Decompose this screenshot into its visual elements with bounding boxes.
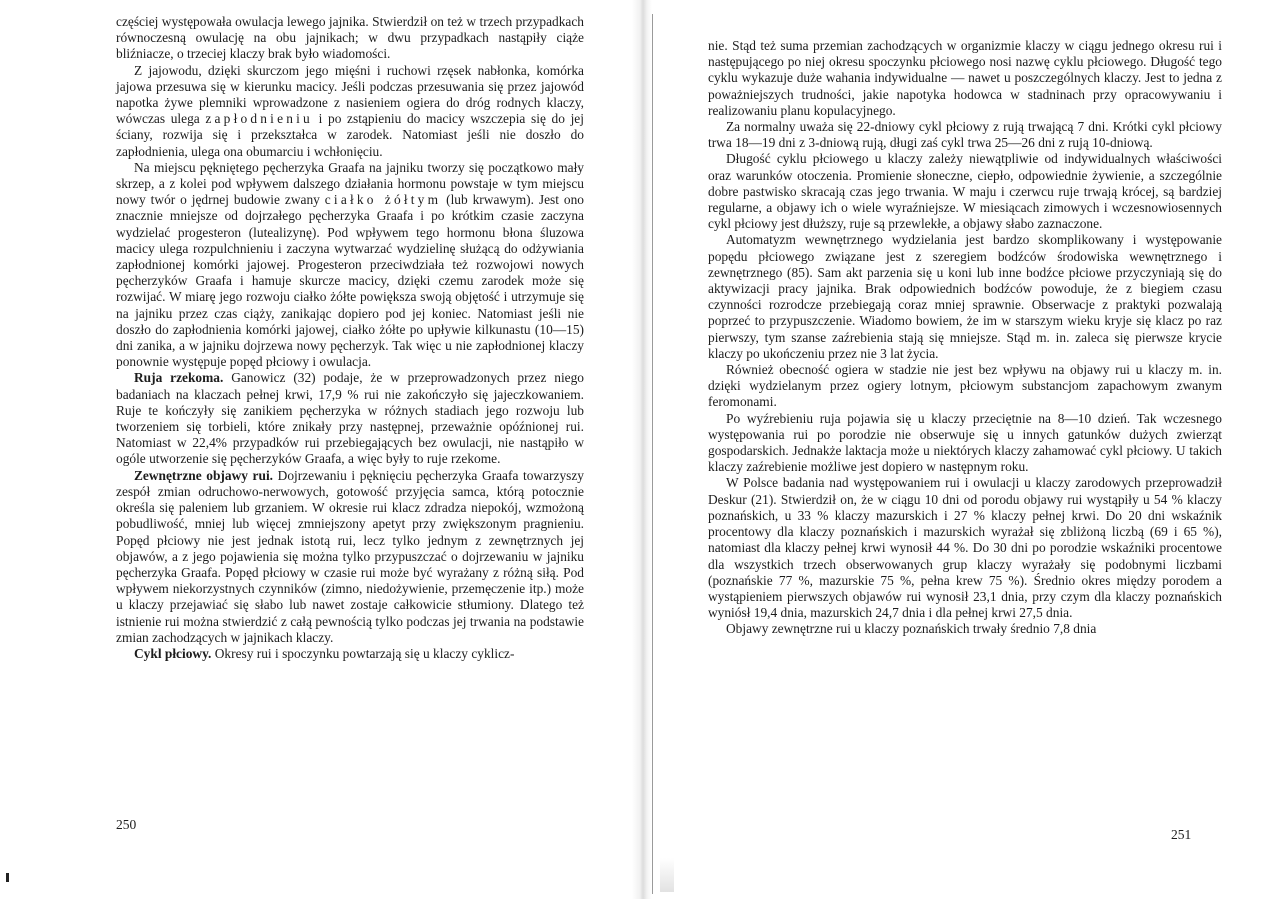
section-heading: Zewnętrzne objawy rui. — [134, 467, 274, 483]
paragraph: Za normalny uważa się 22-dniowy cykl płciowy z rują trwającą 7 dni. Krótki cykl płciowy trwa 18—19 dni z 3-dniową rują, długi zaś cykl trwa 25—26 dni z rują 10-dniową. — [708, 119, 1222, 151]
paragraph — [116, 63, 584, 160]
paragraph — [116, 646, 584, 662]
paragraph-text: Z jajowodu, dzięki skurczom jego mięśni i ruchowi rzęsek nabłonka, komórka jajowa przesuwa się w kierunku macicy. Jeśli podczas przesuwania się przez jajowód napotka żywe plemniki wprowadzone z nasieniem ogiera do dróg rodnych klaczy, wówczas ulega — [116, 62, 584, 127]
paragraph-text: Na miejscu pękniętego pęcherzyka Graafa na jajniku tworzy się początkowo mały skrzep, a z kolei pod wpływem dalszego działania hormonu powstaje w tym miejscu nowy twór o jędrnej budowie zwany — [116, 159, 584, 208]
page-number: 251 — [1171, 827, 1192, 842]
paragraph: Również obecność ogiera w stadzie nie jest bez wpływu na objawy rui u klaczy m. in. dzięki wydzielanym przez ogiery lotnym, płciowym substancjom zapachowym zwanym feromonami. — [708, 362, 1222, 410]
section-heading: Cykl płciowy. — [134, 645, 212, 661]
emphasized-term: zapłodnieniu — [205, 111, 313, 127]
paragraph — [116, 370, 584, 467]
paragraph-text: (lub krwawym). Jest ono znacznie mniejsze od dojrzałego pęcherzyka Graafa i po krótkim czasie zaczyna wydzielać progesteron (lutealizynę). Pod wpływem tego hormonu błona śluzowa macicy ulega rozpulchnieniu i zaczyna wytwarzać wydzielinę służącą do odżywiania zapłodnionej komórki jajowej. Progesteron przeciwdziała też rozwojowi nowych pęcherzyków Graafa i hamuje skurcze macicy, dzięki czemu zarodek może się rozwijać. W miarę jego rozwoju ciałko żółte powiększa swoją objętość i utrzymuje się na jajniku przez czas ciąży, zanikając dopiero pod jej koniec. Natomiast jeśli nie doszło do zapłodnienia komórki jajowej, ciałko żółte po upływie kilkunastu (10—15) dni zanika, a w jajniku dojrzewa nowy pęcherzyk. Tak więc u nie zapłodnionej klaczy ponownie występuje popęd płciowy i owulacja. — [116, 192, 584, 370]
paragraph — [116, 160, 584, 371]
paragraph: W Polsce badania nad występowaniem rui i owulacji u klaczy zarodowych przeprowadził Deskur (21). Stwierdził on, że w ciągu 10 dni od porodu objawy rui wystąpiły u 54 % klaczy poznańskich, u 33 % klaczy mazurskich i 27 % klaczy pełnej krwi. Do 20 dni wskaźnik procentowy dla klaczy poznańskich i mazurskich wyrażał się zbliżoną liczbą (69 i 65 %), natomiast dla klaczy pełnej krwi wynosił 44 %. Do 30 dni po porodzie wskaźniki procentowe dla wszystkich trzech obserwowanych grup klaczy wyrażały się podobnymi liczbami (poznańskie 77 %, mazurskie 75 %, pełna krew 75 %). Średnio okres między porodem a wystąpieniem pierwszych objawów rui wynosił 23,1 dnia, przy czym dla klaczy poznańskich wyniósł 19,4 dnia, mazurskich 24,7 dnia i dla pełnej krwi 27,5 dnia. — [708, 475, 1222, 621]
paragraph-text: Ganowicz (32) podaje, że w przeprowadzonych przez niego badaniach na klaczach pełnej krwi, 17,9 % rui nie zakończyło się jajeczkowaniem. Ruje te kończyły się zanikiem pęcherzyka w różnych stadiach jego rozwoju lub tworzeniem się torbieli, które znikały przy następnej, przeważnie opóźnionej rui. Natomiast w 22,4% przypadków rui przebiegających bez owulacji, nie nastąpiło w ogóle utworzenie się pęcherzyków Graafa, a więc były to ruje rzekome. — [116, 370, 584, 467]
section-heading: Ruja rzekoma. — [134, 370, 224, 386]
emphasized-term: ciałko żółtym — [324, 192, 442, 208]
right-page-body — [708, 38, 1222, 638]
paragraph — [116, 468, 584, 646]
paragraph-text: Dojrzewaniu i pęknięciu pęcherzyka Graafa towarzyszy zespół zmian odruchowo-nerwowych, gotowość przyjęcia samca, którą potocznie określa się paleniem lub grzaniem. W okresie rui klacz zdradza niepokój, wzmożoną pobudliwość, mniej lub więcej zmniejszony apetyt przy zwiększonym pragnieniu. Popęd płciowy nie jest jednak istotą rui, lecz tylko jednym z zewnętrznych jej objawów, a z jego pojawienia się można tylko przypuszczać o dojrzewaniu w jajniku pęcherzyka Graafa. Popęd płciowy w czasie rui może być wyrażany z różną siłą. Pod wpływem niekorzystnych czynników (zimno, niedożywienie, przemęczenie itp.) może u klaczy przejawiać się słabo lub nawet zostaje całkowicie stłumiony. Dlatego też istnienie rui można stwierdzić z całą pewnością tylko podczas jej trwania na podstawie zmian zachodzących w jajnikach klaczy. — [116, 467, 584, 645]
left-page-body — [116, 14, 584, 662]
paragraph-text: Okresy rui i spoczynku powtarzają się u klaczy cyklicz- — [214, 645, 515, 661]
paragraph: Długość cyklu płciowego u klaczy zależy niewątpliwie od indywidualnych właściwości oraz warunków otoczenia. Promienie słoneczne, ciepło, odpowiednie żywienie, a szczególnie dobre pastwisko skracają czas jego trwania. W maju i czerwcu ruje trwają krócej, są bardziej regularne, a objawy ich o wiele wyraźniejsze. W miesiącach zimowych i wczesnowiosennych cykl płciowy jest dłuższy, ruje są przewlekłe, a objawy słabo zaznaczone. — [708, 151, 1222, 232]
right-page — [640, 0, 1262, 899]
paragraph: Po wyźrebieniu ruja pojawia się u klaczy przeciętnie na 8—10 dzień. Tak wczesnego występowania rui po porodzie nie obserwuje się u innych gatunków dużych zwierząt gospodarskich. Jednakże laktacja może u niektórych klaczy zahamować cykl płciowy. U takich klaczy zaźrebienie możliwe jest dopiero w następnym roku. — [708, 410, 1222, 475]
page-number: 250 — [116, 817, 137, 832]
paragraph-text: i po zstąpieniu do macicy wszczepia się do jej ściany, rozwija się i przekształca w zarodek. Natomiast jeśli nie doszło do zapłodnienia, ulega ona obumarciu i wchłonięciu. — [116, 111, 584, 159]
paragraph: Objawy zewnętrzne rui u klaczy poznańskich trwały średnio 7,8 dnia — [726, 621, 1097, 637]
paragraph: częściej występowała owulacja lewego jajnika. Stwierdził on też w trzech przypadkach równoczesną owulację na obu jajnikach; w dwu przypadkach nastąpiły ciąże bliźniacze, o trzeciej klaczy brak było wiadomości. — [116, 14, 584, 62]
paragraph: nie. Stąd też suma przemian zachodzących w organizmie klaczy w ciągu jednego okresu rui i następującego po niej okresu spoczynku płciowego nosi nazwę cyklu płciowego. Długość tego cyklu wykazuje duże wahania indywidualne — nawet u poszczególnych klaczy. Jest to jedna z poważniejszych trudności, jakie napotyka hodowca w stadninach przy opracowywaniu i realizowaniu planu kopulacyjnego. — [708, 38, 1222, 118]
paragraph: Automatyzm wewnętrznego wydzielania jest bardzo skomplikowany i występowanie popędu płciowego związane jest z szeregiem bodźców środowiska wewnętrznego i zewnętrznego (85). Sam akt parzenia się u koni lub inne bodźce płciowe przyczyniają się do aktywizacji pracy jajnika. Brak odpowiednich bodźców powoduje, że z biegiem czasu czynności rozrodcze przebiegają coraz mniej sprawnie. Obserwacje z praktyki pozwalają poprzeć to przypuszczenie. Wiadomo bowiem, że im w starszym wieku kryje się klacz po raz pierwszy, tym szanse zaźrebienia stają się mniejsze. Stąd m. in. zaleca się pierwsze krycie klaczy po ukończeniu przez nie 3 lat życia. — [708, 232, 1222, 361]
